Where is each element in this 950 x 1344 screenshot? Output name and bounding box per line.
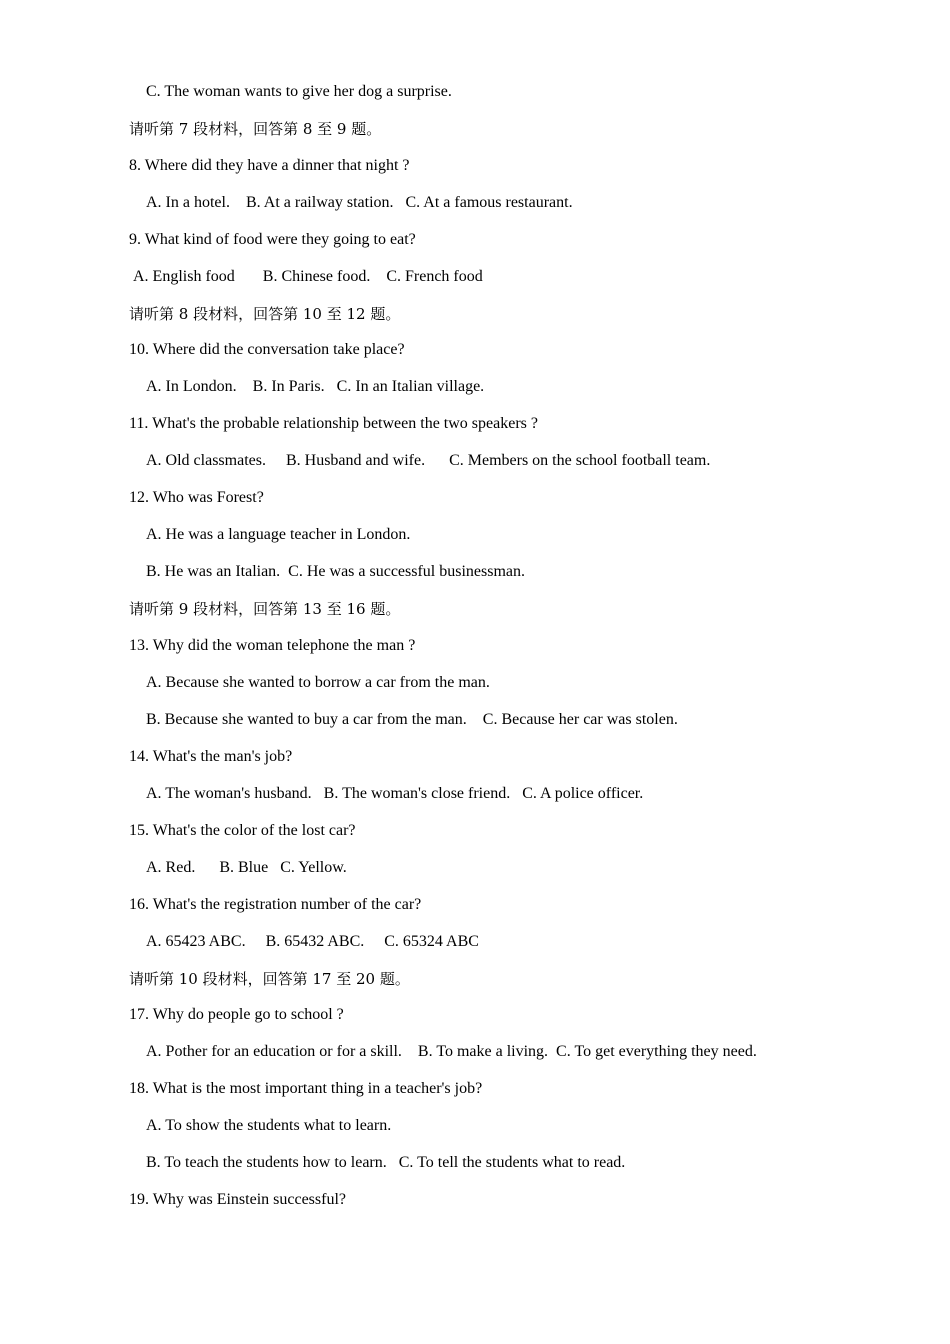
question-17-options: A. Pother for an education or for a skill. B. To make a living. C. To get everything they need. xyxy=(146,1043,757,1060)
question-8-options: A. In a hotel. B. At a railway station. C. At a famous restaurant. xyxy=(146,194,573,211)
question-13: 13. Why did the woman telephone the man ? xyxy=(129,637,416,654)
question-16-options: A. 65423 ABC. B. 65432 ABC. C. 65324 ABC xyxy=(146,933,479,950)
question-13-option-a: A. Because she wanted to borrow a car from the man. xyxy=(146,674,490,691)
question-17: 17. Why do people go to school ? xyxy=(129,1006,344,1023)
question-18: 18. What is the most important thing in a teacher's job? xyxy=(129,1080,483,1097)
question-19: 19. Why was Einstein successful? xyxy=(129,1191,346,1208)
question-12: 12. Who was Forest? xyxy=(129,489,264,506)
question-9-options: A. English food B. Chinese food. C. French food xyxy=(133,268,483,285)
question-16: 16. What's the registration number of the car? xyxy=(129,896,422,913)
question-14: 14. What's the man's job? xyxy=(129,748,293,765)
question-13-options-bc: B. Because she wanted to buy a car from the man. C. Because her car was stolen. xyxy=(146,711,678,728)
question-10: 10. Where did the conversation take place? xyxy=(129,341,405,358)
question-12-options-bc: B. He was an Italian. C. He was a successful businessman. xyxy=(146,563,526,580)
question-8: 8. Where did they have a dinner that night ? xyxy=(129,157,410,174)
question-11: 11. What's the probable relationship between the two speakers ? xyxy=(129,415,538,432)
question-14-options: A. The woman's husband. B. The woman's close friend. C. A police officer. xyxy=(146,785,644,802)
question-15-options: A. Red. B. Blue C. Yellow. xyxy=(146,859,347,876)
question-18-option-a: A. To show the students what to learn. xyxy=(146,1117,392,1134)
section-instruction: 请听第 7 段材料，回答第 8 至 9 题。 xyxy=(129,120,382,138)
section-instruction: 请听第 8 段材料，回答第 10 至 12 题。 xyxy=(129,305,401,323)
option-line: C. The woman wants to give her dog a surprise. xyxy=(146,83,452,100)
question-9: 9. What kind of food were they going to eat? xyxy=(129,231,416,248)
question-10-options: A. In London. B. In Paris. C. In an Italian village. xyxy=(146,378,485,395)
question-11-options: A. Old classmates. B. Husband and wife. C. Members on the school football team. xyxy=(146,452,711,469)
question-15: 15. What's the color of the lost car? xyxy=(129,822,356,839)
question-12-option-a: A. He was a language teacher in London. xyxy=(146,526,411,543)
question-18-options-bc: B. To teach the students how to learn. C. To tell the students what to read. xyxy=(146,1154,626,1171)
section-instruction: 请听第 9 段材料，回答第 13 至 16 题。 xyxy=(129,600,401,618)
section-instruction: 请听第 10 段材料，回答第 17 至 20 题。 xyxy=(129,970,410,988)
